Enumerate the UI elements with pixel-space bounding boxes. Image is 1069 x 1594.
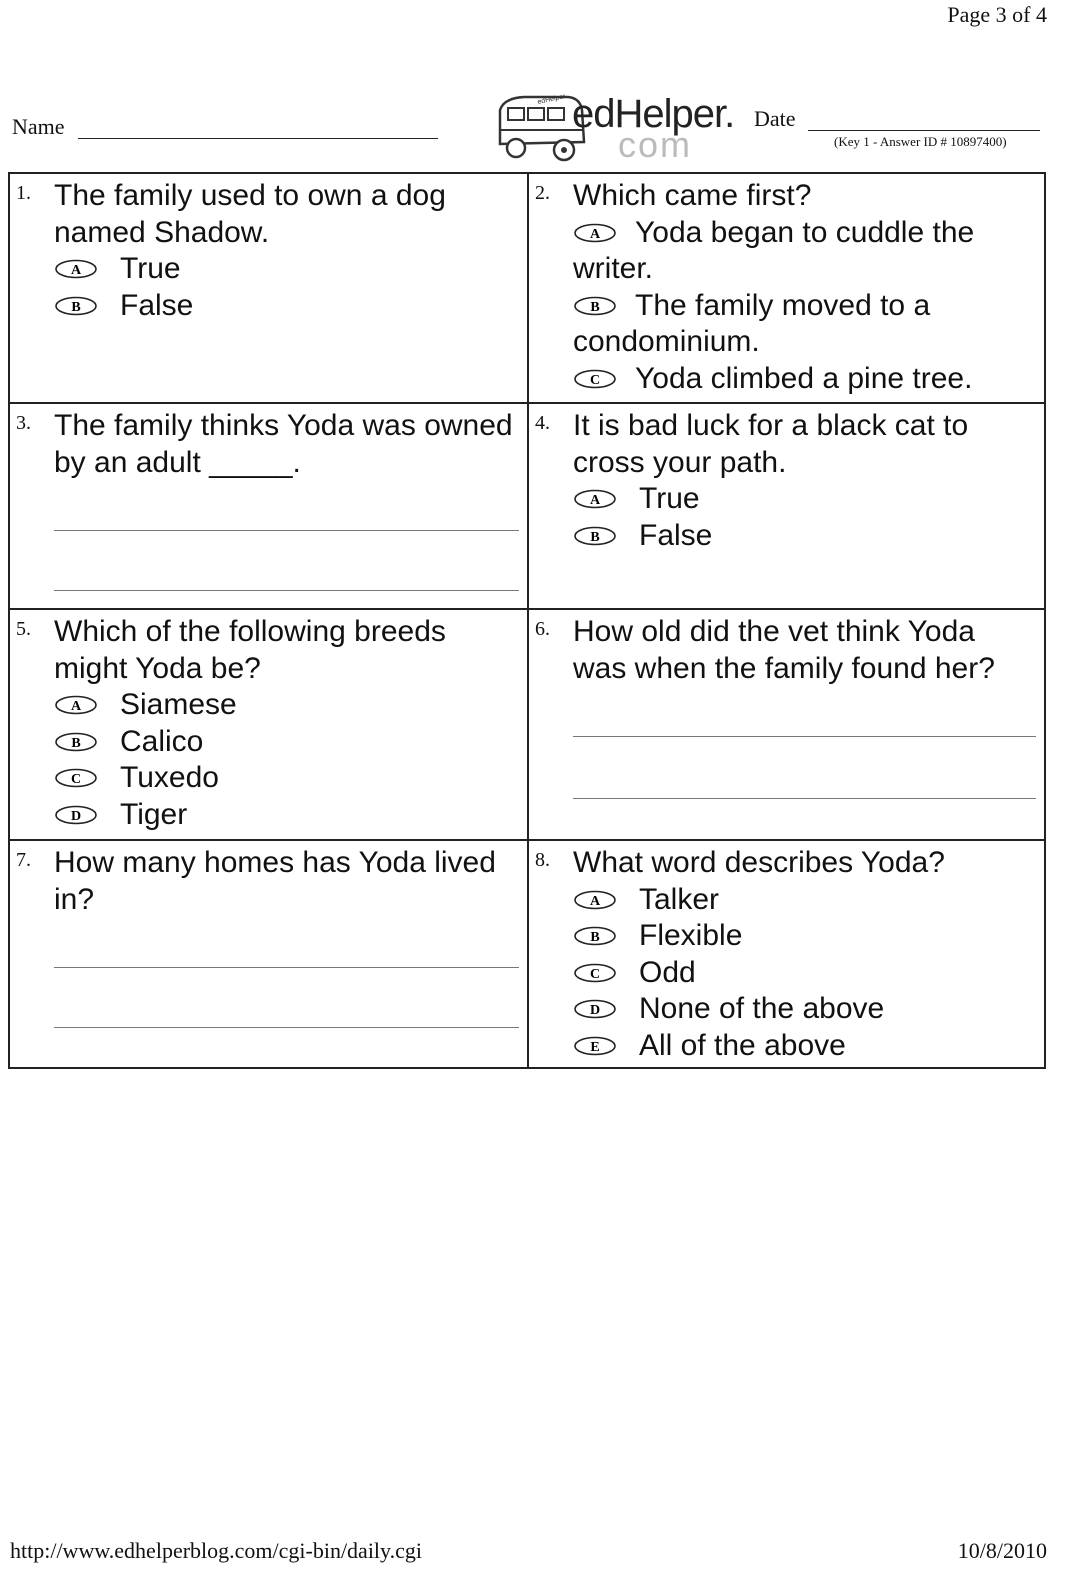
- option-list: [573, 882, 1036, 1065]
- question-cell: [529, 841, 1044, 1067]
- svg-text:B: B: [590, 930, 600, 945]
- question-text: It is bad luck for a black cat to cross your path.: [573, 409, 969, 479]
- question-number: 1.: [16, 182, 31, 204]
- svg-text:C: C: [589, 966, 601, 982]
- option-text: True: [120, 252, 181, 285]
- answer-line[interactable]: [54, 590, 519, 591]
- answer-bubble-icon[interactable]: [573, 526, 617, 546]
- answer-line[interactable]: [54, 530, 519, 531]
- question-number: 5.: [16, 618, 31, 640]
- option-list: [573, 481, 1036, 554]
- option-text: True: [639, 482, 700, 515]
- question-cell: [10, 174, 529, 404]
- option-text: Siamese: [120, 688, 237, 721]
- option-text: False: [639, 518, 713, 552]
- option-item[interactable]: [573, 288, 1036, 361]
- question-text: The family used to own a dog named Shadow.: [54, 179, 446, 249]
- svg-text:B: B: [590, 299, 600, 315]
- footer-url: http://www.edhelperblog.com/cgi-bin/daily.cgi: [10, 1538, 422, 1563]
- option-item[interactable]: [54, 288, 519, 325]
- answer-bubble-icon[interactable]: [573, 296, 617, 316]
- svg-text:A: A: [589, 493, 601, 508]
- option-text: Tuxedo: [120, 761, 219, 794]
- option-item[interactable]: [54, 797, 519, 834]
- question-number: 6.: [535, 618, 550, 640]
- name-input-line[interactable]: [78, 138, 438, 139]
- logo-wordmark: edHelper.: [572, 92, 735, 136]
- svg-text:A: A: [70, 263, 82, 278]
- question-text: Which came first?: [573, 179, 812, 212]
- svg-text:B: B: [590, 529, 600, 545]
- svg-text:D: D: [70, 808, 82, 824]
- question-cell: [10, 841, 529, 1067]
- option-item[interactable]: [573, 1028, 1036, 1065]
- answer-bubble-icon[interactable]: [573, 999, 617, 1019]
- answer-bubble-icon[interactable]: [573, 926, 617, 946]
- answer-bubble-icon[interactable]: [54, 695, 98, 715]
- question-cell: [529, 174, 1044, 404]
- answer-bubble-icon[interactable]: [573, 1036, 617, 1056]
- answer-bubble-icon[interactable]: [573, 223, 617, 243]
- option-item[interactable]: [54, 724, 519, 761]
- option-item[interactable]: [573, 215, 1036, 288]
- svg-text:C: C: [70, 772, 82, 787]
- bus-logo-text: edHelper: [536, 93, 567, 106]
- option-item[interactable]: [573, 991, 1036, 1028]
- footer-date: 10/8/2010: [957, 1538, 1047, 1563]
- question-number: 4.: [535, 412, 550, 434]
- svg-text:B: B: [71, 299, 81, 315]
- option-item[interactable]: [573, 882, 1036, 919]
- question-number: 8.: [535, 849, 550, 871]
- question-text: How many homes has Yoda lived in?: [54, 846, 496, 916]
- question-cell: [10, 404, 529, 610]
- edhelper-logo: [494, 88, 735, 168]
- answer-key-id: (Key 1 - Answer ID # 10897400): [834, 134, 1007, 149]
- option-text: Yoda climbed a pine tree.: [635, 361, 973, 395]
- question-text: What word describes Yoda?: [573, 846, 945, 879]
- svg-text:A: A: [589, 893, 601, 909]
- option-item[interactable]: [54, 687, 519, 724]
- option-text: Calico: [120, 724, 204, 758]
- option-item[interactable]: [573, 361, 1036, 398]
- question-cell: [10, 610, 529, 841]
- question-text: Which of the following breeds might Yoda be?: [54, 615, 446, 685]
- option-text: Tiger: [120, 797, 188, 831]
- option-item[interactable]: [54, 251, 519, 288]
- answer-line[interactable]: [573, 736, 1036, 737]
- answer-line[interactable]: [54, 1027, 519, 1028]
- svg-text:E: E: [590, 1039, 600, 1055]
- svg-text:A: A: [589, 226, 601, 242]
- option-item[interactable]: [54, 760, 519, 797]
- date-label: Date: [754, 106, 796, 131]
- option-text: Yoda began to cuddle the writer.: [573, 215, 975, 285]
- option-item[interactable]: [573, 481, 1036, 518]
- option-list: [573, 215, 1036, 398]
- option-text: The family moved to a condominium.: [573, 288, 931, 358]
- question-text: The family thinks Yoda was owned by an adult _____.: [54, 409, 513, 479]
- option-list: [54, 251, 519, 324]
- answer-bubble-icon[interactable]: [54, 732, 98, 752]
- logo-domain: com: [618, 124, 693, 165]
- option-item[interactable]: [573, 955, 1036, 992]
- answer-bubble-icon[interactable]: [573, 489, 617, 509]
- option-text: Flexible: [639, 919, 743, 952]
- question-number: 7.: [16, 849, 31, 871]
- option-text: Talker: [639, 882, 720, 916]
- option-text: All of the above: [639, 1028, 846, 1062]
- question-cell: [529, 610, 1044, 841]
- answer-line[interactable]: [573, 798, 1036, 799]
- answer-bubble-icon[interactable]: [54, 805, 98, 825]
- answer-line[interactable]: [54, 967, 519, 968]
- svg-text:D: D: [589, 1003, 601, 1018]
- question-cell: [529, 404, 1044, 610]
- svg-text:A: A: [70, 699, 82, 714]
- option-text: None of the above: [639, 992, 885, 1025]
- answer-bubble-icon[interactable]: [54, 768, 98, 788]
- option-item[interactable]: [573, 518, 1036, 555]
- answer-bubble-icon[interactable]: [54, 259, 98, 279]
- answer-bubble-icon[interactable]: [573, 890, 617, 910]
- svg-text:C: C: [589, 372, 601, 388]
- question-number: 3.: [16, 412, 31, 434]
- option-list: [54, 687, 519, 833]
- date-input-line[interactable]: [808, 130, 1040, 131]
- option-item[interactable]: [573, 918, 1036, 955]
- page-number: Page 3 of 4: [947, 2, 1047, 27]
- question-text: How old did the vet think Yoda was when the family found her?: [573, 615, 995, 685]
- option-text: False: [120, 288, 194, 322]
- answer-bubble-icon[interactable]: [54, 296, 98, 316]
- answer-bubble-icon[interactable]: [573, 369, 617, 389]
- option-text: Odd: [639, 955, 696, 989]
- svg-text:B: B: [71, 735, 81, 751]
- answer-bubble-icon[interactable]: [573, 963, 617, 983]
- name-label: Name: [12, 114, 65, 139]
- question-number: 2.: [535, 182, 550, 204]
- question-grid: [8, 172, 1046, 1069]
